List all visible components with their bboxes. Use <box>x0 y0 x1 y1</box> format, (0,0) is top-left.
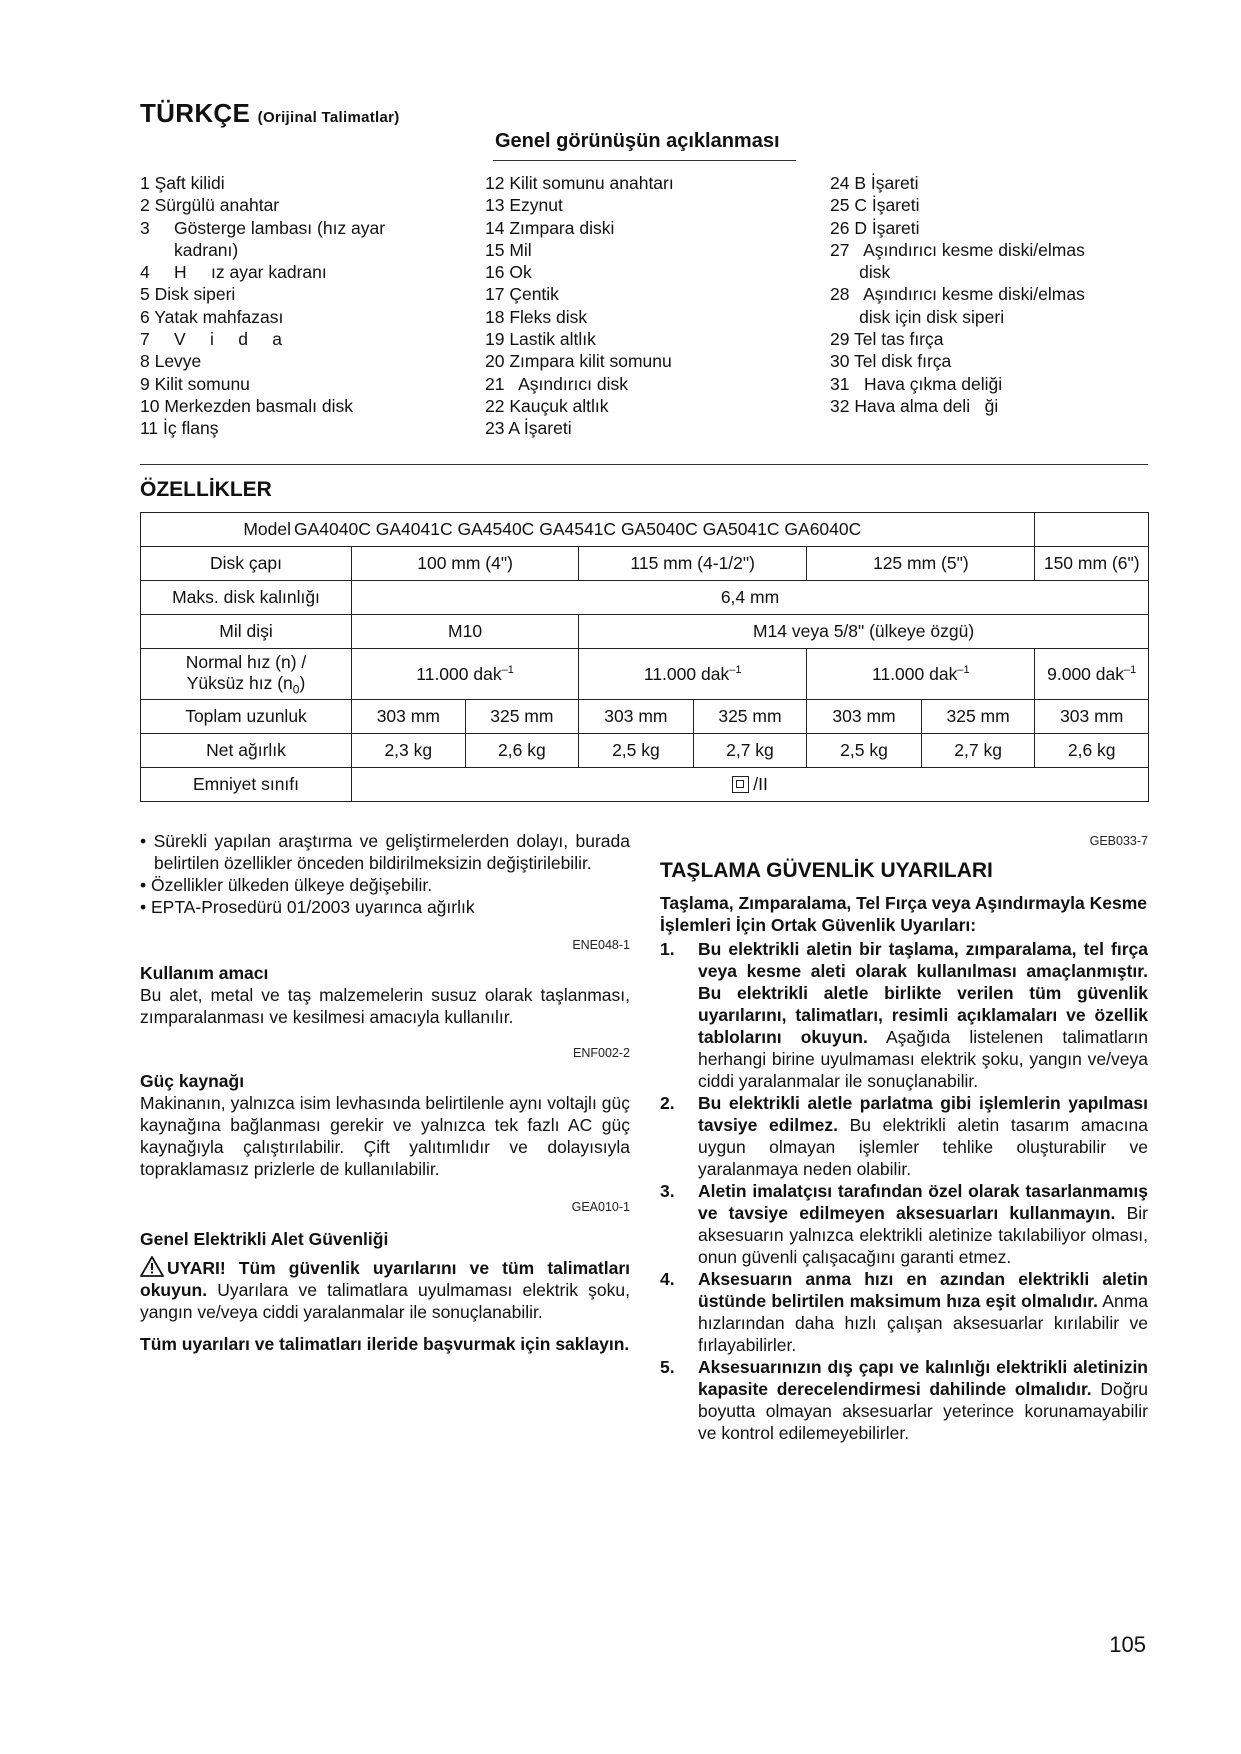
list-item: 12 Kilit somunu anahtarı <box>485 173 674 193</box>
table-cell: 115 mm (4-1/2") <box>579 547 807 581</box>
table-row <box>141 615 1149 649</box>
table-cell: M10 <box>352 615 579 649</box>
list-item: 7 V i d a <box>140 329 282 350</box>
table-cell: 325 mm <box>465 700 579 734</box>
power-text: Makinanın, yalnızca isim levhasında belirtilenle aynı voltajlı güç kaynağına bağlanması gerekir ve yalnızca tek fazlı AC güç kaynağıyla çalıştırılabilir. Çift yalıtımlıdır ve dolayısıyla topraklamasız prizlerle de kullanılabilir. <box>140 1093 630 1179</box>
table-cell <box>352 768 1149 802</box>
table-cell: 303 mm <box>352 700 466 734</box>
language-title: TÜRKÇE <box>140 98 251 128</box>
list-item: 15 Mil <box>485 239 532 260</box>
list-item: kadranı) <box>140 239 239 260</box>
table-cell: 150 mm (6") <box>1035 547 1149 581</box>
power-title: Güç kaynağı <box>140 1071 245 1091</box>
table-cell: 11.000 dak$^{-1}$ <box>352 649 579 700</box>
list-item: 20 Zımpara kilit somunu <box>485 351 672 372</box>
list-item: • Sürekli yapılan araştırma ve geliştirmelerden dolayı, burada belirtilen özellikler önceden bildirilmeksizin değiştirilebilir. <box>140 831 630 873</box>
row-label: Toplam uzunluk <box>141 700 352 734</box>
speed-label-line-2: Yüksüz hız $(n_0)$ <box>186 672 306 697</box>
list-item: 13 Ezynut <box>485 195 563 216</box>
speed-label-line-1: Normal hız (n) / <box>185 651 307 672</box>
list-item: 32 Hava alma deli ği <box>830 395 999 416</box>
list-item: 1. Bu elektrikli aletin bir taşlama, zımparalama, tel fırça veya kesme aleti olarak kullanılması amaçlanmıştır. Bu elektrikli aletle birlikte verilen tüm güvenlik uyarılarını, talimatları, resimli açıklamaları ve özellik tablolarını okuyun. Aşağıda listelenen talimatların herhangi birine uyulmaması elektrik şoku, yangın ve/veya ciddi yaralanmalar ile sonuçlanabilir. <box>660 939 1148 1091</box>
model-name: GA4040C <box>294 519 371 539</box>
table-cell <box>1035 513 1149 547</box>
table-cell: 100 mm (4") <box>352 547 579 581</box>
list-item: 30 Tel disk fırça <box>830 351 952 372</box>
list-item: 19 Lastik altlık <box>485 329 596 350</box>
table-cell: 2,5 kg <box>579 734 694 768</box>
table-cell: 303 mm <box>807 700 922 734</box>
list-item: 2. Bu elektrikli aletle parlatma gibi işlemlerin yapılması tavsiye edilmez. Bu elektrikli aletin tasarım amacına uygun olmayan işlemler tehlike oluşturabilir ve yaralanmaya neden olabilir. <box>660 1093 1148 1179</box>
warning-paragraph: UYARI! Tüm güvenlik uyarılarını ve tüm talimatları okuyun. Uyarılara ve talimatlara uyulmaması elektrik şoku, yangın ve/veya ciddi yaralanmalar ile sonuçlanabilir. <box>140 1258 630 1322</box>
table-cell: 2,3 kg <box>352 734 466 768</box>
row-label: Disk çapı <box>141 547 352 581</box>
table-cell: 11.000 dak$^{-1}$ <box>807 649 1035 700</box>
safety-class-value: /II <box>753 774 768 794</box>
model-header-cell <box>141 513 1035 547</box>
general-safety-title: Genel Elektrikli Alet Güvenliği <box>140 1229 389 1249</box>
list-item: 21 Aşındırıcı disk <box>485 373 628 394</box>
table-cell: 2,6 kg <box>1035 734 1149 768</box>
table-cell: 6,4 mm <box>352 581 1149 615</box>
table-cell: M14 veya 5/8" (ülkeye özgü) <box>579 615 1149 649</box>
table-cell: 2,5 kg <box>807 734 922 768</box>
list-item: 22 Kauçuk altlık <box>485 395 609 416</box>
list-item: 9 Kilit somunu <box>140 373 250 394</box>
doc-code: GEA010-1 <box>571 1200 630 1214</box>
row-label: Maks. disk kalınlığı <box>141 581 352 615</box>
list-item: 14 Zımpara diski <box>485 217 615 238</box>
list-item: 8 Levye <box>140 351 202 372</box>
list-item: 5 Disk siperi <box>140 284 236 305</box>
list-item: 6 Yatak mahfazası <box>140 306 284 327</box>
list-item: • Özellikler ülkeden ülkeye değişebilir. <box>140 875 433 895</box>
table-cell: 303 mm <box>1035 700 1149 734</box>
list-item: 23 A İşareti <box>485 418 572 439</box>
row-label: Emniyet sınıfı <box>141 768 352 802</box>
list-item: disk için disk siperi <box>830 306 1005 327</box>
page-number: 105 <box>1109 1632 1146 1657</box>
list-item: 4 H ız ayar kadranı <box>140 262 327 283</box>
list-item: 4. Aksesuarın anma hızı en azından elektrikli aletin üstünde belirtilen maksimum hıza eşit olmalıdır. Anma hızlarından daha hızlı çalışan aksesuarlar kırılabilir ve fırlayabilirler. <box>660 1269 1148 1355</box>
warning-list <box>660 938 1148 1444</box>
specs-title: ÖZELLİKLER <box>140 478 272 501</box>
list-item: 29 Tel tas fırça <box>830 329 944 350</box>
table-row <box>141 700 1149 734</box>
warning-triangle-icon <box>140 1256 164 1277</box>
grinding-title: TAŞLAMA GÜVENLİK UYARILARI <box>660 859 993 882</box>
list-item: 16 Ok <box>485 262 532 283</box>
list-item: 3. Aletin imalatçısı tarafından özel olarak tasarlanmamış ve tavsiye edilmeyen aksesuarları kullanmayın. Bir aksesuarın yalnızca elektrikli aletinize takılabiliyor olması, onun güvenli çalışacağını garanti etmez. <box>660 1181 1148 1267</box>
specs-table <box>140 512 1149 802</box>
list-item: 2 Sürgülü anahtar <box>140 195 280 216</box>
table-row <box>141 768 1149 802</box>
table-cell: 325 mm <box>693 700 807 734</box>
section-divider <box>140 464 1148 465</box>
list-item: 3 Gösterge lambası (hız ayar <box>140 217 386 238</box>
list-item: 25 C İşareti <box>830 195 920 216</box>
double-insulation-icon <box>732 776 749 793</box>
list-item: 28 Aşındırıcı kesme diski/elmas <box>830 284 1085 305</box>
table-cell: 325 mm <box>921 700 1035 734</box>
table-cell: 125 mm (5") <box>807 547 1035 581</box>
list-item: 1 Şaft kilidi <box>140 173 225 193</box>
table-row <box>141 547 1149 581</box>
row-label: Net ağırlık <box>141 734 352 768</box>
list-item: 26 D İşareti <box>830 217 920 238</box>
table-cell: 303 mm <box>579 700 694 734</box>
doc-code: ENE048-1 <box>572 938 630 952</box>
model-name: GA6040C <box>784 519 862 539</box>
table-row <box>141 513 1149 547</box>
table-cell: 9.000 dak$^{-1}$ <box>1035 649 1149 700</box>
list-item: 10 Merkezden basmalı disk <box>140 395 354 416</box>
table-row <box>141 734 1149 768</box>
list-item: • EPTA-Prosedürü 01/2003 uyarınca ağırlık <box>140 897 475 917</box>
list-item: 31 Hava çıkma deliği <box>830 373 1003 394</box>
model-label: Model <box>243 519 291 539</box>
use-text: Bu alet, metal ve taş malzemelerin susuz olarak taşlanması, zımparalanması ve kesilmesi amacıyla kullanılır. <box>140 985 630 1027</box>
left-notes <box>140 830 630 1355</box>
list-item: 17 Çentik <box>485 284 559 305</box>
language-note: (Orijinal Talimatlar) <box>257 109 400 126</box>
model-name: GA4041C <box>375 519 453 539</box>
language-heading <box>140 98 400 129</box>
doc-code: GEB033-7 <box>1089 834 1148 848</box>
list-item: disk <box>830 262 891 283</box>
list-item: 27 Aşındırıcı kesme diski/elmas <box>830 239 1085 260</box>
model-name: GA4541C <box>539 519 617 539</box>
model-name: GA4540C <box>457 519 535 539</box>
overview-underline <box>493 160 796 161</box>
row-label <box>141 649 352 700</box>
list-item: 24 B İşareti <box>830 173 919 193</box>
model-name: GA5041C <box>702 519 780 539</box>
parts-column-1 <box>140 172 440 440</box>
grinding-subtitle: Taşlama, Zımparalama, Tel Fırça veya Aşındırmayla Kesme İşlemleri İçin Ortak Güvenlik Uyarıları: <box>660 893 1148 935</box>
table-row <box>141 649 1149 700</box>
use-title: Kullanım amacı <box>140 963 269 983</box>
table-cell: 2,6 kg <box>465 734 579 768</box>
table-cell: 2,7 kg <box>921 734 1035 768</box>
table-row <box>141 581 1149 615</box>
list-item: 5. Aksesuarınızın dış çapı ve kalınlığı elektrikli aletinizin kapasite derecelendirmesi dahilinde olmalıdır. Doğru boyutta olmayan aksesuarlar yeterince korunamayabilir ve kontrol edilemeyebilirler. <box>660 1357 1149 1443</box>
list-item: 18 Fleks disk <box>485 306 588 327</box>
parts-column-3 <box>830 172 1150 417</box>
table-cell: 11.000 dak$^{-1}$ <box>579 649 807 700</box>
overview-title: Genel görünüşün açıklanması <box>495 130 780 152</box>
list-item: 11 İç flanş <box>140 418 219 439</box>
model-name: GA5040C <box>620 519 698 539</box>
table-cell: 2,7 kg <box>693 734 807 768</box>
doc-code: ENF002-2 <box>573 1046 630 1060</box>
parts-column-2 <box>485 172 795 440</box>
grinding-warnings <box>660 830 1148 1444</box>
row-label: Mil dişi <box>141 615 352 649</box>
keep-instructions: Tüm uyarıları ve talimatları ileride başvurmak için saklayın. <box>140 1334 630 1354</box>
